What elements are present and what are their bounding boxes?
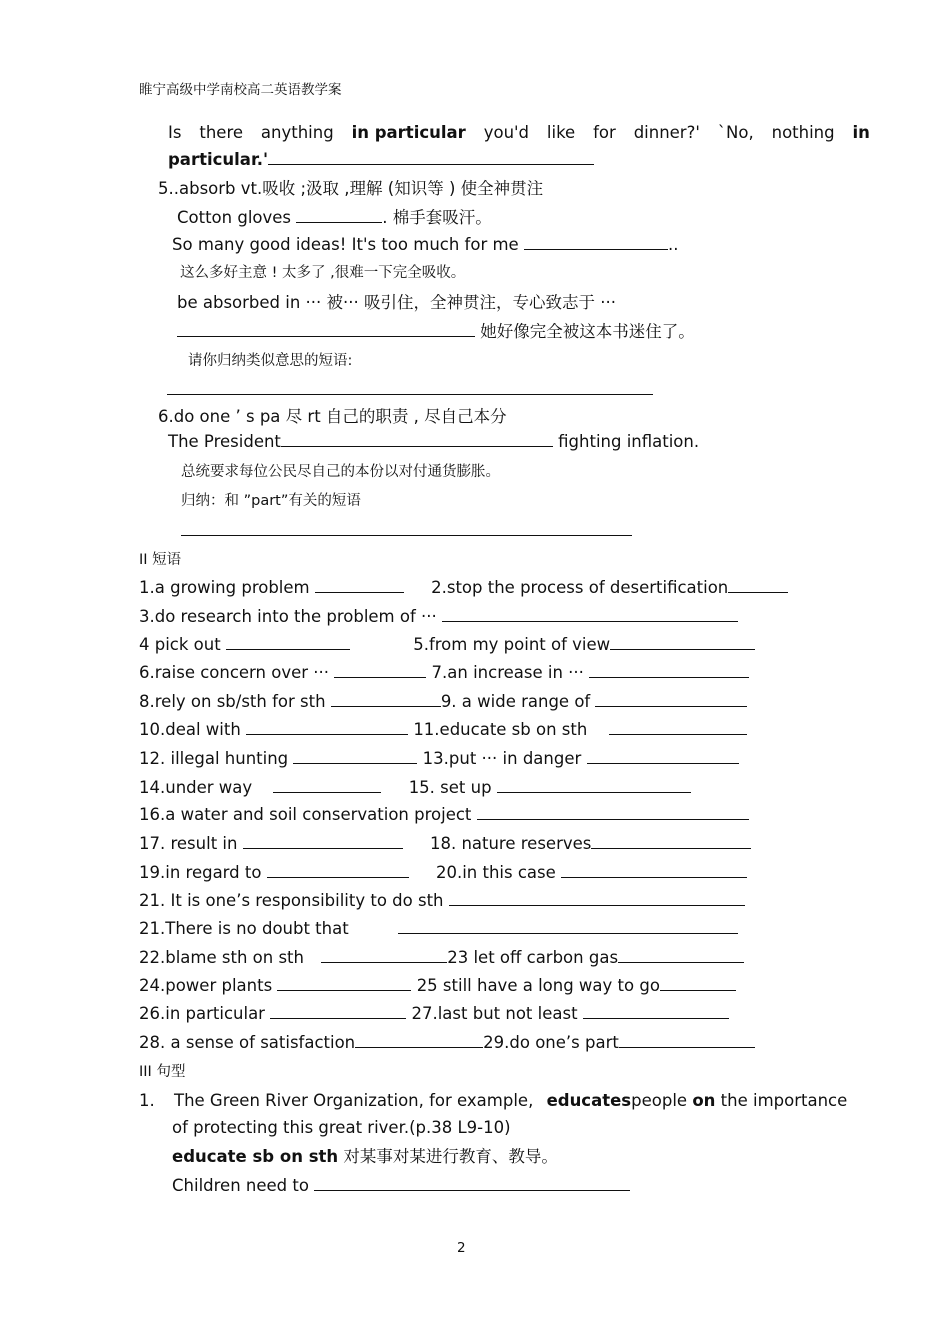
- phrase-row: [139, 662, 749, 684]
- answer-blank[interactable]: [728, 577, 788, 593]
- answer-blank[interactable]: [449, 890, 745, 906]
- phrase: 21.There is no doubt that: [139, 919, 349, 938]
- answer-blank[interactable]: [246, 719, 408, 735]
- phrase: 28. a sense of satisfaction: [139, 1033, 356, 1052]
- answer-blank[interactable]: [281, 431, 553, 447]
- answer-blank[interactable]: [296, 207, 382, 223]
- phrase: 17. result in: [139, 834, 238, 853]
- word: `No,: [717, 123, 754, 142]
- answer-blank[interactable]: [277, 975, 411, 991]
- answer-blank[interactable]: [589, 662, 749, 678]
- phrase: 21. It is one’s responsibility to do sth: [139, 891, 444, 910]
- answer-blank[interactable]: [398, 918, 738, 934]
- bold-phrase: in particular: [351, 123, 466, 142]
- phrase: 14.under way: [139, 778, 253, 797]
- sentence-text: the importance: [720, 1091, 848, 1110]
- phrase-row: [139, 947, 744, 969]
- answer-blank[interactable]: [314, 1175, 630, 1191]
- answer-blank[interactable]: [226, 634, 350, 650]
- answer-blank[interactable]: [167, 379, 653, 395]
- phrase: 4 pick out: [139, 635, 221, 654]
- sentence-text: . 棉手套吸汗。: [382, 208, 492, 227]
- phrase: 3.do research into the problem of ···: [139, 607, 437, 626]
- phrase: 7.an increase in ···: [431, 663, 584, 682]
- answer-blank[interactable]: [618, 947, 744, 963]
- phrase-row: [139, 1032, 755, 1054]
- page-header: 睢宁高级中学南校高二英语教学案: [139, 82, 342, 98]
- bold-phrase: particular.': [168, 150, 269, 169]
- phrase-row: [139, 890, 745, 912]
- item5-sentence1: [177, 207, 492, 229]
- sentence-pattern: [172, 1146, 558, 1168]
- phrase-row: [139, 577, 788, 599]
- phrase-row: [139, 833, 751, 855]
- answer-blank[interactable]: [619, 1032, 755, 1048]
- sentence-text: Cotton gloves: [177, 208, 292, 227]
- answer-blank[interactable]: [243, 833, 403, 849]
- phrase: 1.a growing problem: [139, 578, 310, 597]
- phrase-row: [139, 748, 739, 770]
- item5-title: 5..absorb vt.吸收 ;汲取 ,理解 (知识等 ) 使全神贯注: [158, 179, 544, 198]
- sentence-exercise: [172, 1175, 630, 1197]
- phrase: 20.in this case: [435, 863, 556, 882]
- phrase: 10.deal with: [139, 720, 241, 739]
- word: nothing: [771, 123, 835, 142]
- word: for: [593, 123, 616, 142]
- item6-sentence1-translation: 总统要求每位公民尽自己的本份以对付通货膨胀。: [181, 464, 500, 480]
- answer-blank[interactable]: [331, 691, 441, 707]
- answer-blank[interactable]: [524, 234, 668, 250]
- answer-blank[interactable]: [315, 577, 404, 593]
- item6-summary: 归纳：和 ”part”有关的短语: [181, 493, 361, 509]
- example-answer-line: [168, 149, 594, 171]
- item5-phrase: be absorbed in ··· 被··· 吸引住，全神贯注，专心致志于 ···: [177, 293, 616, 312]
- word: Is: [168, 123, 182, 142]
- answer-blank[interactable]: [181, 520, 632, 536]
- sentence-text: fighting inflation.: [558, 432, 700, 451]
- sentence-text: 对某事对某进行教育、教导。: [343, 1147, 558, 1166]
- answer-blank[interactable]: [334, 662, 426, 678]
- item5-summary-answer: [167, 379, 653, 401]
- answer-blank[interactable]: [293, 748, 417, 764]
- phrase: 25 still have a long way to go: [416, 976, 660, 995]
- phrase: 24.power plants: [139, 976, 273, 995]
- sentence-text: So many good ideas! It's too much for me: [172, 235, 519, 254]
- answer-blank[interactable]: [595, 691, 747, 707]
- item5-sentence3: [177, 321, 695, 343]
- bold-word: in: [852, 123, 870, 142]
- phrase-row: [139, 1003, 729, 1025]
- phrase: 26.in particular: [139, 1004, 265, 1023]
- phrase: 8.rely on sb/sth for sth: [139, 692, 326, 711]
- answer-blank[interactable]: [587, 748, 739, 764]
- phrase: 27.last but not least: [411, 1004, 578, 1023]
- phrase-row: [139, 862, 747, 884]
- page-number: 2: [457, 1240, 466, 1256]
- word: you'd: [483, 123, 530, 142]
- answer-blank[interactable]: [270, 1003, 406, 1019]
- sentence-text: people: [631, 1091, 688, 1110]
- phrase: 19.in regard to: [139, 863, 262, 882]
- word: there: [199, 123, 244, 142]
- sentence-text: ..: [667, 235, 679, 254]
- section2-title: II 短语: [139, 552, 182, 568]
- phrase: 15. set up: [408, 778, 492, 797]
- answer-blank[interactable]: [442, 606, 738, 622]
- bold-word: educates: [546, 1091, 632, 1110]
- bold-word: on: [692, 1091, 716, 1110]
- sentence-text: Children need to: [172, 1176, 309, 1195]
- sentence-text: The President: [168, 432, 281, 451]
- answer-blank[interactable]: [273, 777, 381, 793]
- phrase: 13.put ··· in danger: [422, 749, 582, 768]
- answer-blank[interactable]: [610, 634, 755, 650]
- phrase: 12. illegal hunting: [139, 749, 289, 768]
- word: dinner?': [633, 123, 700, 142]
- answer-blank[interactable]: [660, 975, 736, 991]
- answer-blank[interactable]: [267, 862, 409, 878]
- phrase: 2.stop the process of desertification: [431, 578, 729, 597]
- section3-title: III 句型: [139, 1064, 186, 1080]
- item6-summary-answer: [181, 520, 632, 542]
- phrase-row: [139, 691, 747, 713]
- answer-blank[interactable]: [609, 719, 747, 735]
- phrase: 29.do one’s part: [483, 1033, 619, 1052]
- phrase-row: [139, 804, 749, 826]
- phrase: 16.a water and soil conservation project: [139, 805, 472, 824]
- sentence-text: 她好像完全被这本书迷住了。: [480, 322, 695, 341]
- answer-blank[interactable]: [268, 149, 594, 165]
- phrase-row: [139, 719, 747, 741]
- item6-title: 6.do one ’ s pa 尽 rt 自己的职责 , 尽自己本分: [158, 407, 507, 426]
- phrase-row: [139, 634, 755, 656]
- word: like: [546, 123, 576, 142]
- bold-phrase: educate sb on sth: [172, 1147, 339, 1166]
- phrase: 5.from my point of view: [413, 635, 611, 654]
- phrase-row: [139, 777, 691, 799]
- answer-blank[interactable]: [591, 833, 751, 849]
- example-question-line: [168, 122, 870, 144]
- phrase: 6.raise concern over ···: [139, 663, 330, 682]
- answer-blank[interactable]: [477, 804, 749, 820]
- answer-blank[interactable]: [561, 862, 747, 878]
- phrase: 11.educate sb on sth: [413, 720, 588, 739]
- answer-blank[interactable]: [321, 947, 447, 963]
- item6-sentence1: [168, 431, 699, 453]
- phrase: 22.blame sth on sth: [139, 948, 304, 967]
- phrase-row: [139, 606, 738, 628]
- phrase-row: [139, 918, 738, 940]
- item5-sentence2: [172, 234, 678, 256]
- item5-summary: 请你归纳类似意思的短语:: [188, 353, 353, 369]
- sentence-text: The Green River Organization, for example,: [174, 1091, 534, 1110]
- phrase-row: [139, 975, 736, 997]
- answer-blank[interactable]: [355, 1032, 483, 1048]
- phrase: 9. a wide range of: [440, 692, 591, 711]
- sentence-item1-line1: [174, 1090, 847, 1112]
- phrase: 18. nature reserves: [429, 834, 592, 853]
- answer-blank[interactable]: [497, 777, 691, 793]
- phrase: 23 let off carbon gas: [447, 948, 619, 967]
- item5-sentence2-translation: 这么多好主意 ! 太多了 ,很难一下完全吸收。: [180, 265, 466, 281]
- sentence-item1-number: 1.: [139, 1091, 155, 1110]
- answer-blank[interactable]: [583, 1003, 729, 1019]
- word: anything: [260, 123, 334, 142]
- sentence-item1-line2: of protecting this great river.(p.38 L9-10): [172, 1118, 511, 1137]
- answer-blank[interactable]: [177, 321, 475, 337]
